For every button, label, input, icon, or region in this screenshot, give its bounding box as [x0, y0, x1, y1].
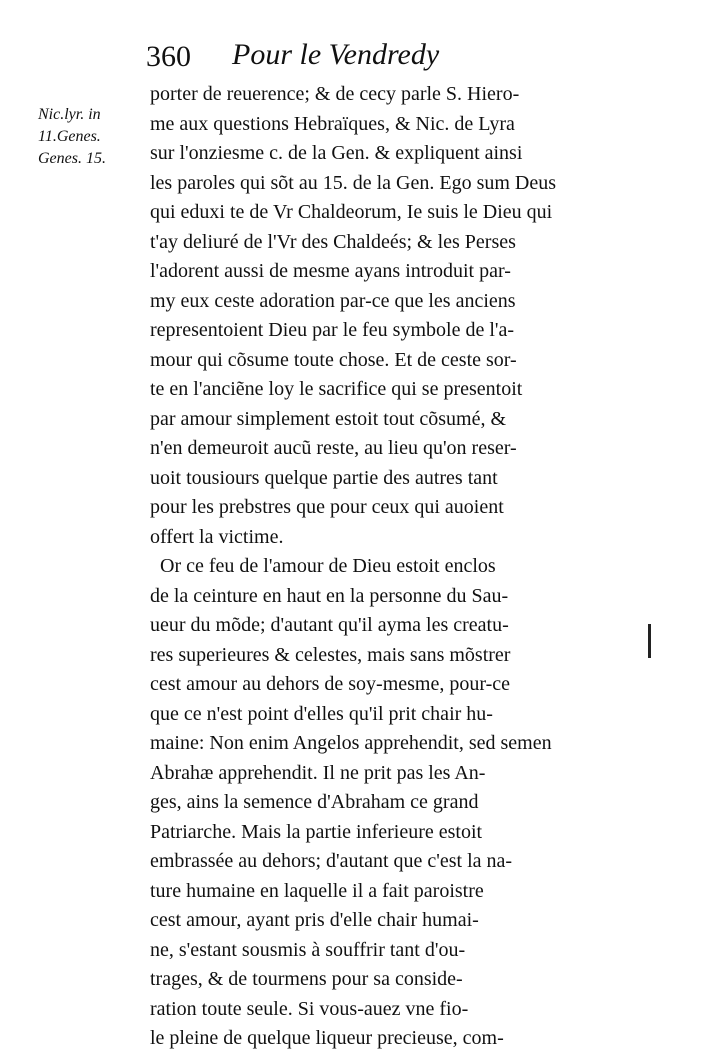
text-line: res superieures & celestes, mais sans mõstrer	[150, 643, 511, 666]
text-line: ges, ains la semence d'Abraham ce grand	[150, 791, 479, 813]
text-line: Abrahæ apprehendit. Il ne prit pas les An-	[150, 761, 486, 784]
text-line: de la ceinture en haut en la personne du Sau-	[150, 584, 509, 607]
text-line: ueur du mõde; d'autant qu'il ayma les creatu-	[150, 614, 509, 636]
margin-notes	[38, 104, 148, 170]
text-line: que ce n'est point d'elles qu'il prit chair hu-	[150, 702, 493, 725]
text-line: l'adorent aussi de mesme ayans introduit par-	[150, 260, 511, 282]
text-line: my eux ceste adoration par-ce que les anciens	[150, 289, 516, 312]
text-line: qui eduxi te de Vr Chaldeorum, Ie suis le Dieu qui	[150, 201, 553, 223]
text-line: ture humaine en laquelle il a fait paroistre	[150, 879, 484, 902]
text-line: t'ay deliuré de l'Vr des Chaldeés; & les Perses	[150, 230, 516, 253]
margin-note: Genes. 15.	[38, 150, 106, 167]
text-line: cest amour au dehors de soy-mesme, pour-ce	[150, 673, 511, 695]
text-line: uoit tousiours quelque partie des autres tant	[150, 466, 498, 489]
text-line: n'en demeuroit aucũ reste, au lieu qu'on reser-	[150, 437, 517, 459]
margin-note: 11.Genes.	[38, 128, 101, 145]
text-line: le pleine de quelque liqueur precieuse, com-	[150, 1027, 504, 1049]
text-line: par amour simplement estoit tout cõsumé, &	[150, 407, 507, 430]
text-line: representoient Dieu par le feu symbole de l'a-	[150, 319, 515, 341]
margin-note: Nic.lyr. in	[38, 106, 101, 123]
text-line: embrassée au dehors; d'autant que c'est la na-	[150, 850, 513, 872]
running-title: Pour le Vendredy	[232, 38, 440, 71]
page-header	[146, 36, 566, 80]
paragraph-start-line: Or ce feu de l'amour de Dieu estoit enclos	[160, 555, 496, 577]
text-line: ne, s'estant sousmis à souffrir tant d'ou-	[150, 938, 466, 961]
text-line: Patriarche. Mais la partie inferieure estoit	[150, 820, 483, 843]
text-line: ration toute seule. Si vous-auez vne fio-	[150, 997, 469, 1020]
text-line: les paroles qui sõt au 15. de la Gen. Ego sum Deus	[150, 171, 557, 194]
margin-mark	[648, 624, 651, 658]
text-line: mour qui cõsume toute chose. Et de ceste sor-	[150, 348, 517, 371]
text-line: pour les prebstres que pour ceux qui auoient	[150, 496, 504, 518]
body-text	[150, 80, 570, 1054]
text-line: te en l'anciẽne loy le sacrifice qui se presentoit	[150, 378, 523, 400]
text-line: offert la victime.	[150, 525, 284, 548]
page-number: 360	[146, 40, 191, 73]
text-line: me aux questions Hebraïques, & Nic. de Lyra	[150, 112, 515, 135]
text-line: porter de reuerence; & de cecy parle S. Hiero-	[150, 83, 520, 105]
text-line: maine: Non enim Angelos apprehendit, sed semen	[150, 732, 552, 754]
text-line: trages, & de tourmens pour sa conside-	[150, 968, 463, 990]
text-line: cest amour, ayant pris d'elle chair humai-	[150, 909, 479, 931]
text-line: sur l'onziesme c. de la Gen. & expliquent ainsi	[150, 142, 523, 164]
